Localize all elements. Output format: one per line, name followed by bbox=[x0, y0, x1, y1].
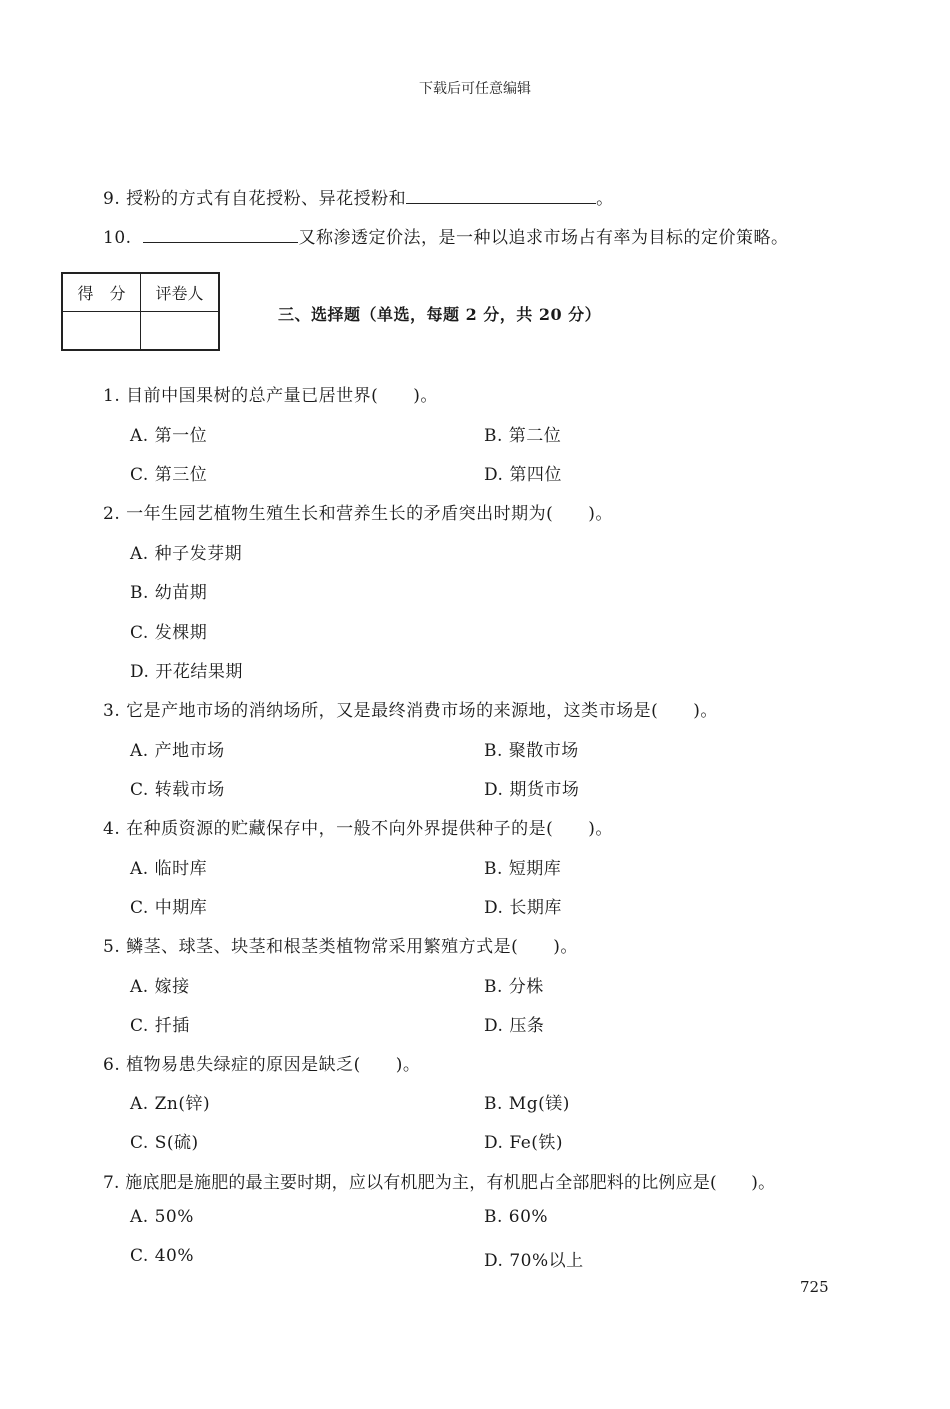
question-stem: 2. 一年生园艺植物生殖生长和营养生长的矛盾突出时期为( )。 bbox=[103, 504, 613, 524]
option-d: D. 压条 bbox=[484, 1016, 545, 1036]
option-b: B. 60% bbox=[484, 1207, 549, 1227]
question-stem: 6. 植物易患失绿症的原因是缺乏( )。 bbox=[103, 1055, 421, 1075]
option-d: D. 第四位 bbox=[484, 465, 562, 485]
question-10 bbox=[103, 223, 788, 248]
score-label: 得 分 bbox=[62, 273, 141, 312]
question-number: 9. bbox=[103, 189, 121, 209]
question-text-end: 。 bbox=[596, 189, 614, 209]
option-b: B. 第二位 bbox=[484, 426, 562, 446]
question-text: 授粉的方式有自花授粉、异花授粉和 bbox=[126, 189, 407, 209]
option-d: D. 70%以上 bbox=[484, 1251, 584, 1271]
option-d: D. 开花结果期 bbox=[130, 662, 243, 682]
grader-cell bbox=[141, 312, 220, 351]
option-d: D. 长期库 bbox=[484, 898, 562, 918]
option-d: D. 期货市场 bbox=[484, 780, 580, 800]
option-b: B. 聚散市场 bbox=[484, 741, 579, 761]
option-a: A. 种子发芽期 bbox=[130, 544, 243, 564]
section-title: 三、选择题（单选，每题 2 分，共 20 分） bbox=[278, 305, 602, 324]
question-stem: 4. 在种质资源的贮藏保存中，一般不向外界提供种子的是( )。 bbox=[103, 819, 613, 839]
option-b: B. 分株 bbox=[484, 977, 544, 997]
option-a: A. 50% bbox=[130, 1207, 194, 1227]
question-text: 又称渗透定价法，是一种以追求市场占有率为目标的定价策略。 bbox=[298, 228, 789, 248]
question-stem: 3. 它是产地市场的消纳场所，又是最终消费市场的来源地，这类市场是( )。 bbox=[103, 701, 718, 721]
option-b: B. 幼苗期 bbox=[130, 583, 208, 603]
option-a: A. 产地市场 bbox=[130, 741, 225, 761]
question-stem: 7. 施底肥是施肥的最主要时期，应以有机肥为主，有机肥占全部肥料的比例应是( )。 bbox=[103, 1173, 776, 1193]
grader-label: 评卷人 bbox=[141, 273, 220, 312]
option-c: C. 中期库 bbox=[130, 898, 208, 918]
page-header: 下载后可任意编辑 bbox=[419, 81, 531, 97]
option-c: C. 40% bbox=[130, 1246, 194, 1266]
option-a: A. 第一位 bbox=[130, 426, 208, 446]
option-d: D. Fe(铁) bbox=[484, 1133, 564, 1153]
score-table bbox=[61, 272, 220, 351]
option-b: B. Mg(镁) bbox=[484, 1094, 570, 1114]
option-a: A. 嫁接 bbox=[130, 977, 190, 997]
option-c: C. 转载市场 bbox=[130, 780, 225, 800]
option-c: C. 发棵期 bbox=[130, 623, 208, 643]
answer-blank bbox=[406, 189, 596, 204]
question-stem: 5. 鳞茎、球茎、块茎和根茎类植物常采用繁殖方式是( )。 bbox=[103, 937, 578, 957]
question-number: 10. bbox=[103, 228, 132, 248]
question-9 bbox=[103, 184, 614, 209]
option-a: A. 临时库 bbox=[130, 859, 208, 879]
answer-blank bbox=[143, 228, 298, 243]
option-c: C. 第三位 bbox=[130, 465, 208, 485]
option-b: B. 短期库 bbox=[484, 859, 562, 879]
question-stem: 1. 目前中国果树的总产量已居世界( )。 bbox=[103, 386, 438, 406]
option-a: A. Zn(锌) bbox=[130, 1094, 211, 1114]
option-c: C. 扦插 bbox=[130, 1016, 190, 1036]
page-number: 725 bbox=[800, 1278, 829, 1296]
score-cell bbox=[62, 312, 141, 351]
option-c: C. S(硫) bbox=[130, 1133, 199, 1153]
